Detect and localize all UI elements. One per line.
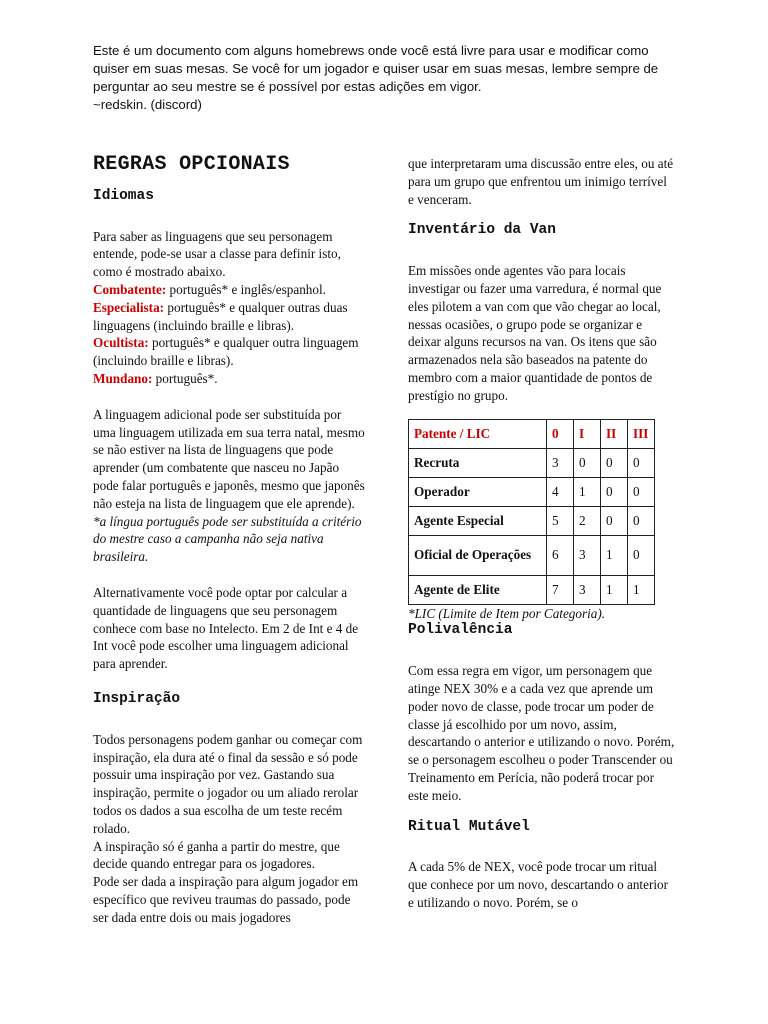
table-cell: 0 <box>574 448 601 477</box>
class-ocultista <box>93 334 365 370</box>
table-cell: 1 <box>601 575 628 604</box>
page-title: REGRAS OPCIONAIS <box>93 153 290 176</box>
table-header-row <box>409 419 655 448</box>
row-label: Operador <box>409 477 547 506</box>
lic-table <box>408 419 655 605</box>
inspiracao-paragraph-3-cont: que interpretaram uma discussão entre eles, ou até para um grupo que enfrentou um inimigo terrível e venceram. <box>408 156 674 207</box>
van-paragraph-1: Em missões onde agentes vão para locais investigar ou fazer uma varredura, é normal que eles pilotem a van com que vão chegar ao local, nessas ocasiões, o grupo pode se organizar e deixar alguns recursos na van. Os itens que são armazenados nela são baseados na patente do membro com a maior quantidade de pontos de prestígio no grupo. <box>408 263 662 403</box>
row-label: Oficial de Operações <box>409 535 547 575</box>
class-name: Mundano: <box>93 370 153 386</box>
table-header: Patente / LIC <box>409 419 547 448</box>
class-combatente <box>93 281 365 299</box>
inspiracao-paragraph-1: Todos personagens podem ganhar ou começar com inspiração, ela dura até o final da sessão e só pode possuir uma inspiração por vez. Gastando sua inspiração, permite o jogador ou um aliado rerolar todos os dados a sua escolha de um teste recém rolado. <box>93 731 363 836</box>
table-row <box>409 535 655 575</box>
heading-van: Inventário da Van <box>408 222 556 239</box>
heading-idiomas: Idiomas <box>93 187 154 204</box>
table-header: III <box>628 419 655 448</box>
class-text: português* e inglês/espanhol. <box>166 281 326 297</box>
table-cell: 4 <box>547 477 574 506</box>
left-column <box>93 150 365 926</box>
class-especialista <box>93 299 365 335</box>
intro-block <box>93 42 683 114</box>
class-text: português* e qualquer outras duas linguagens (incluindo braille e libras). <box>93 299 348 333</box>
right-column <box>408 155 676 912</box>
class-name: Combatente: <box>93 281 167 297</box>
table-row <box>409 477 655 506</box>
table-row <box>409 506 655 535</box>
row-label: Agente de Elite <box>409 575 547 604</box>
table-cell: 7 <box>547 575 574 604</box>
table-cell: 1 <box>601 535 628 575</box>
table-cell: 1 <box>628 575 655 604</box>
inspiracao-paragraph-3: Pode ser dada a inspiração para algum jogador em específico que reviveu traumas do passado, pode ser dada entre dois ou mais jogadores <box>93 874 359 925</box>
idiomas-paragraph-3: Alternativamente você pode optar por calcular a quantidade de linguagens que seu personagem conhece com base no Intelecto. Em 2 de Int e 4 de Int você pode escolher uma linguagem adicional para aprender. <box>93 584 359 672</box>
intro-author: ~redskin. (discord) <box>93 97 202 112</box>
heading-ritual: Ritual Mutável <box>408 818 530 835</box>
table-cell: 0 <box>628 506 655 535</box>
class-name: Ocultista: <box>93 335 149 351</box>
class-text: português* e qualquer outra linguagem (incluindo braille e libras). <box>93 335 359 369</box>
class-name: Especialista: <box>93 299 165 315</box>
class-mundano <box>93 370 365 388</box>
table-cell: 0 <box>601 477 628 506</box>
table-cell: 3 <box>574 575 601 604</box>
table-cell: 3 <box>574 535 601 575</box>
table-cell: 2 <box>574 506 601 535</box>
table-header: I <box>574 419 601 448</box>
table-cell: 1 <box>574 477 601 506</box>
table-cell: 6 <box>547 535 574 575</box>
row-label: Agente Especial <box>409 506 547 535</box>
table-row <box>409 575 655 604</box>
table-header: 0 <box>547 419 574 448</box>
table-cell: 0 <box>628 477 655 506</box>
idiomas-paragraph-2: A linguagem adicional pode ser substituída por uma linguagem utilizada em sua terra natal, mesmo se não estiver na lista de linguagens que pode aprender (um combatente que nasceu no Japão pode falar português e japonês, mesmo que japonês não esteja na lista de linguagem que ele aprende). <box>93 406 365 511</box>
idiomas-paragraph-1: Para saber as linguagens que seu personagem entende, pode-se usar a classe para definir isto, como é mostrado abaixo. <box>93 228 341 280</box>
ritual-paragraph: A cada 5% de NEX, você pode trocar um ritual que conhece por um novo, descartando o anterior e utilizando o novo. Porém, se o <box>408 859 668 910</box>
polivalencia-paragraph: Com essa regra em vigor, um personagem que atinge NEX 30% e a cada vez que aprende um poder novo de classe, pode trocar um poder de classe já escolhido por um novo, assim, descartando o anterior e utilizando o novo. Porém, se o personagem escolheu o poder Transcender ou Treinamento em Perícia, não poderá trocar por este meio. <box>408 663 675 803</box>
heading-inspiracao: Inspiração <box>93 690 181 707</box>
table-caption: *LIC (Limite de Item por Categoria). <box>408 605 606 621</box>
class-text: português*. <box>152 370 218 386</box>
idiomas-note: *a língua português pode ser substituída a critério do mestre caso a campanha não seja nativa brasileira. <box>93 513 362 565</box>
table-cell: 0 <box>628 448 655 477</box>
inspiracao-paragraph-2: A inspiração só é ganha a partir do mestre, que decide quando entregar para os jogadores. <box>93 838 340 872</box>
table-cell: 0 <box>628 535 655 575</box>
row-label: Recruta <box>409 448 547 477</box>
table-cell: 0 <box>601 448 628 477</box>
table-cell: 3 <box>547 448 574 477</box>
table-cell: 5 <box>547 506 574 535</box>
table-row <box>409 448 655 477</box>
intro-text: Este é um documento com alguns homebrews onde você está livre para usar e modificar como quiser em suas mesas. Se você for um jogador e quiser usar em suas mesas, lembre sempre de perguntar ao seu mestre se é possível por estas adições em vigor. <box>93 43 659 94</box>
table-cell: 0 <box>601 506 628 535</box>
table-header: II <box>601 419 628 448</box>
heading-polivalencia: Polivalência <box>408 622 513 639</box>
